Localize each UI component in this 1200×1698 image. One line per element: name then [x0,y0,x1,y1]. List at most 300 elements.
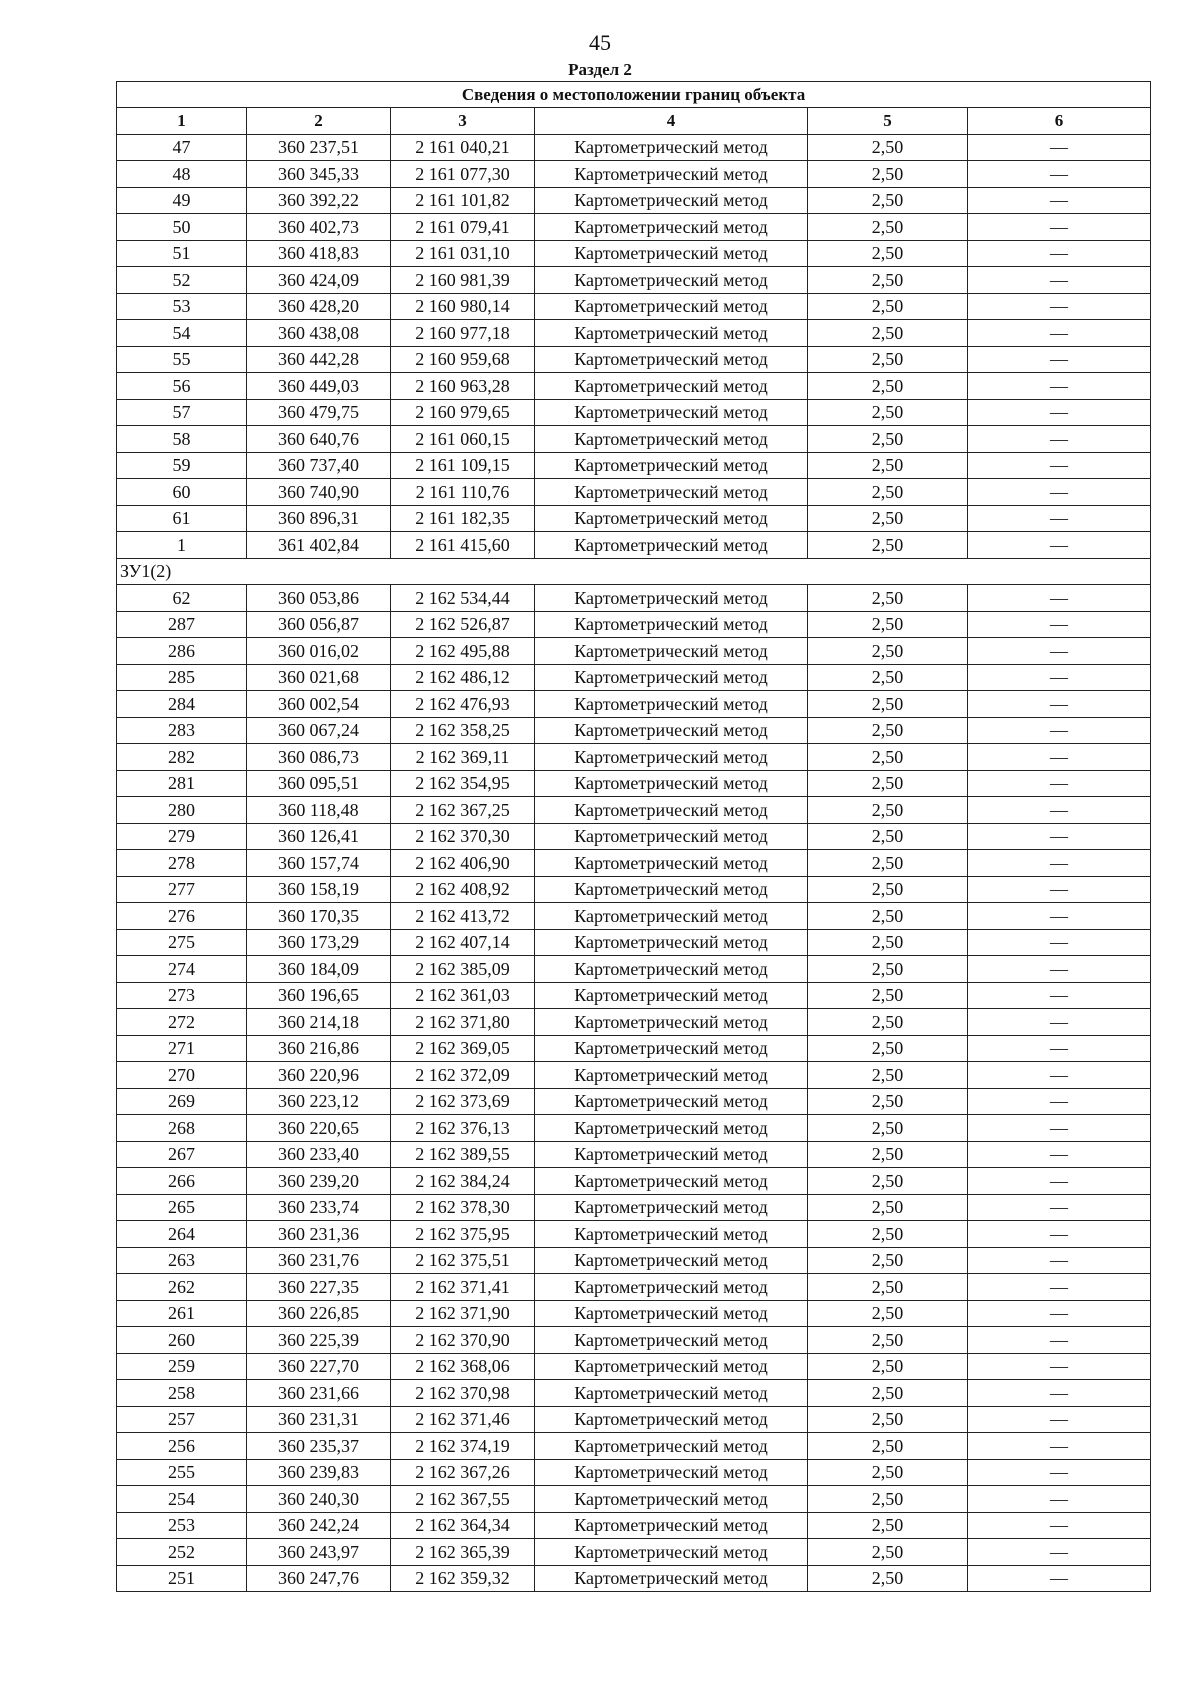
y-coordinate-cell: 2 162 359,32 [391,1565,535,1592]
point-number-cell: 262 [117,1274,247,1301]
table-row [117,611,1151,638]
x-coordinate-cell: 360 243,97 [247,1539,391,1566]
point-number-cell: 256 [117,1433,247,1460]
accuracy-cell: 2,50 [808,1035,968,1062]
table-row [117,505,1151,532]
column-header: 6 [968,108,1151,135]
y-coordinate-cell: 2 162 407,14 [391,929,535,956]
y-coordinate-cell: 2 162 368,06 [391,1353,535,1380]
x-coordinate-cell: 360 227,35 [247,1274,391,1301]
group-label: ЗУ1(2) [117,558,1151,585]
method-cell: Картометрический метод [535,1274,808,1301]
note-cell: — [968,876,1151,903]
note-cell: — [968,717,1151,744]
table-body [117,134,1151,1592]
method-cell: Картометрический метод [535,214,808,241]
x-coordinate-cell: 360 345,33 [247,161,391,188]
x-coordinate-cell: 360 173,29 [247,929,391,956]
x-coordinate-cell: 360 240,30 [247,1486,391,1513]
table-row [117,1009,1151,1036]
method-cell: Картометрический метод [535,320,808,347]
table-header-row [117,108,1151,135]
section-title: Раздел 2 [568,60,632,79]
point-number-cell: 286 [117,638,247,665]
table-row [117,1327,1151,1354]
method-cell: Картометрический метод [535,982,808,1009]
table-row [117,1247,1151,1274]
note-cell: — [968,1300,1151,1327]
table-row [117,426,1151,453]
point-number-cell: 259 [117,1353,247,1380]
note-cell: — [968,1380,1151,1407]
y-coordinate-cell: 2 162 371,46 [391,1406,535,1433]
column-header: 2 [247,108,391,135]
method-cell: Картометрический метод [535,1512,808,1539]
method-cell: Картометрический метод [535,426,808,453]
x-coordinate-cell: 360 225,39 [247,1327,391,1354]
note-cell: — [968,267,1151,294]
note-cell: — [968,1406,1151,1433]
note-cell: — [968,479,1151,506]
y-coordinate-cell: 2 161 079,41 [391,214,535,241]
method-cell: Картометрический метод [535,1459,808,1486]
x-coordinate-cell: 360 737,40 [247,452,391,479]
table-row [117,1486,1151,1513]
note-cell: — [968,956,1151,983]
point-number-cell: 276 [117,903,247,930]
point-number-cell: 287 [117,611,247,638]
method-cell: Картометрический метод [535,399,808,426]
note-cell: — [968,426,1151,453]
x-coordinate-cell: 360 424,09 [247,267,391,294]
y-coordinate-cell: 2 161 110,76 [391,479,535,506]
method-cell: Картометрический метод [535,452,808,479]
table-title: Сведения о местоположении границ объекта [117,82,1151,108]
method-cell: Картометрический метод [535,1062,808,1089]
table-row [117,717,1151,744]
method-cell: Картометрический метод [535,1433,808,1460]
method-cell: Картометрический метод [535,1009,808,1036]
column-header: 5 [808,108,968,135]
method-cell: Картометрический метод [535,744,808,771]
y-coordinate-cell: 2 162 406,90 [391,850,535,877]
table-row [117,1035,1151,1062]
point-number-cell: 269 [117,1088,247,1115]
table-row [117,452,1151,479]
note-cell: — [968,982,1151,1009]
accuracy-cell: 2,50 [808,797,968,824]
note-cell: — [968,664,1151,691]
y-coordinate-cell: 2 161 031,10 [391,240,535,267]
y-coordinate-cell: 2 162 371,41 [391,1274,535,1301]
point-number-cell: 273 [117,982,247,1009]
accuracy-cell: 2,50 [808,1565,968,1592]
table-row [117,1141,1151,1168]
accuracy-cell: 2,50 [808,1115,968,1142]
group-row [117,558,1151,585]
y-coordinate-cell: 2 160 979,65 [391,399,535,426]
point-number-cell: 55 [117,346,247,373]
y-coordinate-cell: 2 161 060,15 [391,426,535,453]
table-row [117,1512,1151,1539]
y-coordinate-cell: 2 162 389,55 [391,1141,535,1168]
y-coordinate-cell: 2 161 040,21 [391,134,535,161]
method-cell: Картометрический метод [535,691,808,718]
x-coordinate-cell: 360 227,70 [247,1353,391,1380]
x-coordinate-cell: 360 233,40 [247,1141,391,1168]
point-number-cell: 61 [117,505,247,532]
method-cell: Картометрический метод [535,1327,808,1354]
note-cell: — [968,1115,1151,1142]
method-cell: Картометрический метод [535,1406,808,1433]
table-row [117,346,1151,373]
method-cell: Картометрический метод [535,134,808,161]
accuracy-cell: 2,50 [808,1459,968,1486]
point-number-cell: 264 [117,1221,247,1248]
table-row [117,399,1151,426]
method-cell: Картометрический метод [535,267,808,294]
accuracy-cell: 2,50 [808,664,968,691]
method-cell: Картометрический метод [535,1035,808,1062]
accuracy-cell: 2,50 [808,214,968,241]
method-cell: Картометрический метод [535,664,808,691]
accuracy-cell: 2,50 [808,956,968,983]
table-title-row [117,82,1151,108]
note-cell: — [968,1062,1151,1089]
note-cell: — [968,1274,1151,1301]
table-row [117,664,1151,691]
note-cell: — [968,850,1151,877]
table-row [117,1221,1151,1248]
accuracy-cell: 2,50 [808,1300,968,1327]
accuracy-cell: 2,50 [808,1380,968,1407]
y-coordinate-cell: 2 161 182,35 [391,505,535,532]
point-number-cell: 56 [117,373,247,400]
table-row [117,1168,1151,1195]
note-cell: — [968,399,1151,426]
method-cell: Картометрический метод [535,187,808,214]
table-row [117,187,1151,214]
x-coordinate-cell: 360 231,66 [247,1380,391,1407]
method-cell: Картометрический метод [535,638,808,665]
y-coordinate-cell: 2 162 526,87 [391,611,535,638]
note-cell: — [968,293,1151,320]
table-row [117,1353,1151,1380]
x-coordinate-cell: 360 442,28 [247,346,391,373]
point-number-cell: 283 [117,717,247,744]
table-row [117,1088,1151,1115]
x-coordinate-cell: 360 438,08 [247,320,391,347]
point-number-cell: 57 [117,399,247,426]
table-row [117,479,1151,506]
y-coordinate-cell: 2 162 375,51 [391,1247,535,1274]
method-cell: Картометрический метод [535,611,808,638]
note-cell: — [968,770,1151,797]
point-number-cell: 258 [117,1380,247,1407]
x-coordinate-cell: 360 170,35 [247,903,391,930]
method-cell: Картометрический метод [535,717,808,744]
y-coordinate-cell: 2 162 373,69 [391,1088,535,1115]
x-coordinate-cell: 360 740,90 [247,479,391,506]
x-coordinate-cell: 360 021,68 [247,664,391,691]
point-number-cell: 48 [117,161,247,188]
table-row [117,1565,1151,1592]
x-coordinate-cell: 360 157,74 [247,850,391,877]
method-cell: Картометрический метод [535,1221,808,1248]
note-cell: — [968,1539,1151,1566]
point-number-cell: 59 [117,452,247,479]
point-number-cell: 252 [117,1539,247,1566]
method-cell: Картометрический метод [535,532,808,559]
accuracy-cell: 2,50 [808,293,968,320]
note-cell: — [968,1035,1151,1062]
note-cell: — [968,611,1151,638]
accuracy-cell: 2,50 [808,1088,968,1115]
table-row [117,850,1151,877]
note-cell: — [968,1168,1151,1195]
accuracy-cell: 2,50 [808,346,968,373]
x-coordinate-cell: 360 231,31 [247,1406,391,1433]
table-row [117,320,1151,347]
accuracy-cell: 2,50 [808,1274,968,1301]
y-coordinate-cell: 2 162 367,25 [391,797,535,824]
accuracy-cell: 2,50 [808,479,968,506]
y-coordinate-cell: 2 162 354,95 [391,770,535,797]
table-row [117,691,1151,718]
accuracy-cell: 2,50 [808,1247,968,1274]
table-row [117,161,1151,188]
x-coordinate-cell: 360 226,85 [247,1300,391,1327]
y-coordinate-cell: 2 162 369,05 [391,1035,535,1062]
method-cell: Картометрический метод [535,240,808,267]
note-cell: — [968,346,1151,373]
point-number-cell: 267 [117,1141,247,1168]
table-row [117,638,1151,665]
y-coordinate-cell: 2 161 109,15 [391,452,535,479]
note-cell: — [968,187,1151,214]
table-row [117,1380,1151,1407]
x-coordinate-cell: 360 235,37 [247,1433,391,1460]
x-coordinate-cell: 360 242,24 [247,1512,391,1539]
x-coordinate-cell: 360 184,09 [247,956,391,983]
method-cell: Картометрический метод [535,1486,808,1513]
y-coordinate-cell: 2 161 101,82 [391,187,535,214]
note-cell: — [968,452,1151,479]
method-cell: Картометрический метод [535,876,808,903]
accuracy-cell: 2,50 [808,1194,968,1221]
note-cell: — [968,1512,1151,1539]
table-row [117,267,1151,294]
note-cell: — [968,585,1151,612]
accuracy-cell: 2,50 [808,823,968,850]
table-row [117,585,1151,612]
note-cell: — [968,1459,1151,1486]
accuracy-cell: 2,50 [808,903,968,930]
table-row [117,1539,1151,1566]
accuracy-cell: 2,50 [808,1406,968,1433]
accuracy-cell: 2,50 [808,399,968,426]
x-coordinate-cell: 360 095,51 [247,770,391,797]
y-coordinate-cell: 2 162 495,88 [391,638,535,665]
table-row [117,956,1151,983]
method-cell: Картометрический метод [535,770,808,797]
column-header: 1 [117,108,247,135]
table-row [117,770,1151,797]
x-coordinate-cell: 360 449,03 [247,373,391,400]
method-cell: Картометрический метод [535,479,808,506]
point-number-cell: 279 [117,823,247,850]
point-number-cell: 266 [117,1168,247,1195]
point-number-cell: 1 [117,532,247,559]
y-coordinate-cell: 2 162 364,34 [391,1512,535,1539]
accuracy-cell: 2,50 [808,611,968,638]
point-number-cell: 47 [117,134,247,161]
method-cell: Картометрический метод [535,293,808,320]
x-coordinate-cell: 360 392,22 [247,187,391,214]
x-coordinate-cell: 360 196,65 [247,982,391,1009]
y-coordinate-cell: 2 160 977,18 [391,320,535,347]
x-coordinate-cell: 360 428,20 [247,293,391,320]
method-cell: Картометрический метод [535,903,808,930]
note-cell: — [968,240,1151,267]
y-coordinate-cell: 2 162 378,30 [391,1194,535,1221]
y-coordinate-cell: 2 161 415,60 [391,532,535,559]
method-cell: Картометрический метод [535,1300,808,1327]
column-header: 4 [535,108,808,135]
point-number-cell: 58 [117,426,247,453]
method-cell: Картометрический метод [535,1194,808,1221]
x-coordinate-cell: 360 067,24 [247,717,391,744]
accuracy-cell: 2,50 [808,134,968,161]
point-number-cell: 50 [117,214,247,241]
accuracy-cell: 2,50 [808,426,968,453]
x-coordinate-cell: 360 237,51 [247,134,391,161]
note-cell: — [968,903,1151,930]
accuracy-cell: 2,50 [808,691,968,718]
method-cell: Картометрический метод [535,346,808,373]
accuracy-cell: 2,50 [808,585,968,612]
accuracy-cell: 2,50 [808,744,968,771]
accuracy-cell: 2,50 [808,850,968,877]
y-coordinate-cell: 2 162 370,98 [391,1380,535,1407]
table-row [117,1115,1151,1142]
y-coordinate-cell: 2 162 413,72 [391,903,535,930]
point-number-cell: 263 [117,1247,247,1274]
method-cell: Картометрический метод [535,1168,808,1195]
point-number-cell: 53 [117,293,247,320]
note-cell: — [968,1194,1151,1221]
table-row [117,1433,1151,1460]
note-cell: — [968,161,1151,188]
x-coordinate-cell: 360 216,86 [247,1035,391,1062]
point-number-cell: 60 [117,479,247,506]
accuracy-cell: 2,50 [808,770,968,797]
y-coordinate-cell: 2 162 365,39 [391,1539,535,1566]
accuracy-cell: 2,50 [808,1168,968,1195]
y-coordinate-cell: 2 162 376,13 [391,1115,535,1142]
accuracy-cell: 2,50 [808,452,968,479]
x-coordinate-cell: 360 402,73 [247,214,391,241]
point-number-cell: 284 [117,691,247,718]
note-cell: — [968,823,1151,850]
x-coordinate-cell: 360 220,65 [247,1115,391,1142]
x-coordinate-cell: 361 402,84 [247,532,391,559]
y-coordinate-cell: 2 162 408,92 [391,876,535,903]
point-number-cell: 285 [117,664,247,691]
x-coordinate-cell: 360 086,73 [247,744,391,771]
y-coordinate-cell: 2 162 534,44 [391,585,535,612]
accuracy-cell: 2,50 [808,1539,968,1566]
table-row [117,982,1151,1009]
y-coordinate-cell: 2 160 980,14 [391,293,535,320]
method-cell: Картометрический метод [535,929,808,956]
table-row [117,134,1151,161]
table-row [117,532,1151,559]
x-coordinate-cell: 360 016,02 [247,638,391,665]
x-coordinate-cell: 360 231,76 [247,1247,391,1274]
note-cell: — [968,214,1151,241]
accuracy-cell: 2,50 [808,1327,968,1354]
note-cell: — [968,638,1151,665]
x-coordinate-cell: 360 002,54 [247,691,391,718]
x-coordinate-cell: 360 126,41 [247,823,391,850]
table-row [117,293,1151,320]
y-coordinate-cell: 2 162 370,90 [391,1327,535,1354]
point-number-cell: 260 [117,1327,247,1354]
accuracy-cell: 2,50 [808,532,968,559]
accuracy-cell: 2,50 [808,1486,968,1513]
x-coordinate-cell: 360 220,96 [247,1062,391,1089]
point-number-cell: 281 [117,770,247,797]
y-coordinate-cell: 2 162 370,30 [391,823,535,850]
table-row [117,1300,1151,1327]
accuracy-cell: 2,50 [808,187,968,214]
x-coordinate-cell: 360 223,12 [247,1088,391,1115]
point-number-cell: 52 [117,267,247,294]
y-coordinate-cell: 2 160 959,68 [391,346,535,373]
accuracy-cell: 2,50 [808,1009,968,1036]
note-cell: — [968,1565,1151,1592]
note-cell: — [968,797,1151,824]
point-number-cell: 271 [117,1035,247,1062]
y-coordinate-cell: 2 162 384,24 [391,1168,535,1195]
accuracy-cell: 2,50 [808,876,968,903]
method-cell: Картометрический метод [535,1115,808,1142]
x-coordinate-cell: 360 239,83 [247,1459,391,1486]
method-cell: Картометрический метод [535,161,808,188]
point-number-cell: 282 [117,744,247,771]
note-cell: — [968,1141,1151,1168]
table-row [117,929,1151,956]
y-coordinate-cell: 2 162 358,25 [391,717,535,744]
y-coordinate-cell: 2 162 367,55 [391,1486,535,1513]
table-row [117,876,1151,903]
x-coordinate-cell: 360 233,74 [247,1194,391,1221]
y-coordinate-cell: 2 162 361,03 [391,982,535,1009]
x-coordinate-cell: 360 053,86 [247,585,391,612]
accuracy-cell: 2,50 [808,1512,968,1539]
accuracy-cell: 2,50 [808,505,968,532]
table-row [117,903,1151,930]
table-row [117,1274,1151,1301]
note-cell: — [968,1486,1151,1513]
note-cell: — [968,505,1151,532]
note-cell: — [968,1009,1151,1036]
point-number-cell: 62 [117,585,247,612]
y-coordinate-cell: 2 162 385,09 [391,956,535,983]
point-number-cell: 51 [117,240,247,267]
point-number-cell: 278 [117,850,247,877]
